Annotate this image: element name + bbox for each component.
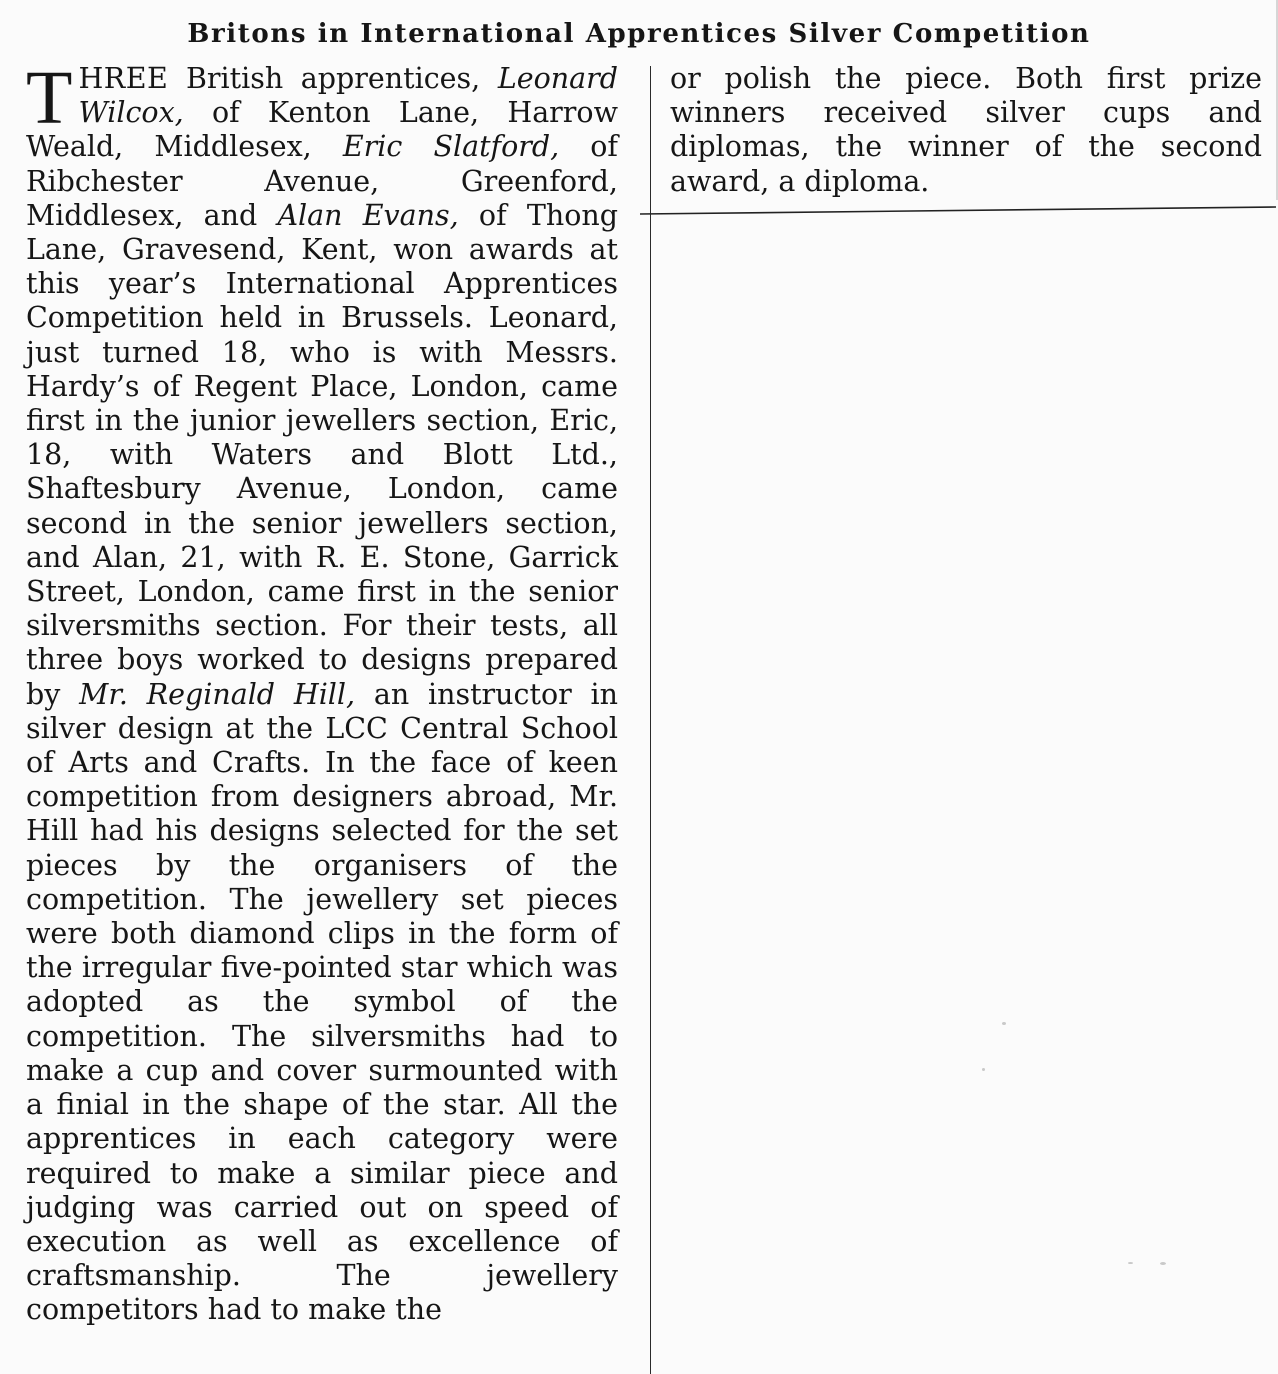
text-run: an instructor in silver design at the LCC Central School of Arts and Crafts. In the face of keen competition from designers abroad, Mr. Hill had his designs selected for the set pieces by the organisers of the competition. The jewellery set pieces were both diamond clips in the form of the irregular five-pointed star which was adopted as the symbol of the competition. The silversmiths had to make a cup and cover surmounted with a finial in the shape of the star. All the apprentices in each category were required to make a similar piece and judging was carried out on speed of execution as well as excellence of craftsmanship. The jewellery competitors had to make the (26, 677, 618, 1327)
italic-name-run: Mr. Reginald Hill, (79, 677, 356, 711)
text-run: of Ribchester Avenue, Greenford, Middlesex, and (26, 130, 618, 232)
article-body-left (26, 56, 618, 1328)
paper-speck (982, 1068, 985, 1071)
italic-name-run: Eric Slatford, (342, 130, 560, 164)
drop-cap: T (26, 56, 73, 140)
article-right-column (670, 62, 1262, 199)
article-left-column (26, 56, 618, 1328)
lead-caps: HREE (78, 62, 169, 95)
column-divider (650, 66, 651, 1374)
italic-name-run: Alan Evans, (277, 198, 459, 232)
article-headline: Britons in International Apprentices Silver Competition (187, 19, 1091, 49)
article-body-right: or polish the piece. Both first prize winners received silver cups and diplomas, the winner of the second award, a diploma. (670, 62, 1262, 198)
paper-speck (1160, 1262, 1166, 1265)
text-run: of Kenton Lane, Harrow Weald, Middlesex, (26, 96, 618, 164)
text-run: of Thong Lane, Gravesend, Kent, won awards at this year’s International Apprentices Competition held in Brussels. Leonard, just turned 18, who is with Messrs. Hardy’s of Regent Place, London, came first in the junior jewellers section, Eric, 18, with Waters and Blott Ltd., Shaftesbury Avenue, London, came second in the senior jewellers section, and Alan, 21, with R. E. Stone, Garrick Street, London, came first in the senior silversmiths section. For their tests, all three boys worked to designs prepared by (26, 198, 618, 711)
paper-speck (1128, 1262, 1133, 1264)
paper-speck (1002, 1022, 1006, 1025)
italic-name-run: Leonard Wilcox, (78, 62, 618, 130)
article-end-rule (640, 206, 1276, 218)
left-column-text (26, 56, 618, 1327)
text-run: British apprentices, (168, 62, 498, 95)
